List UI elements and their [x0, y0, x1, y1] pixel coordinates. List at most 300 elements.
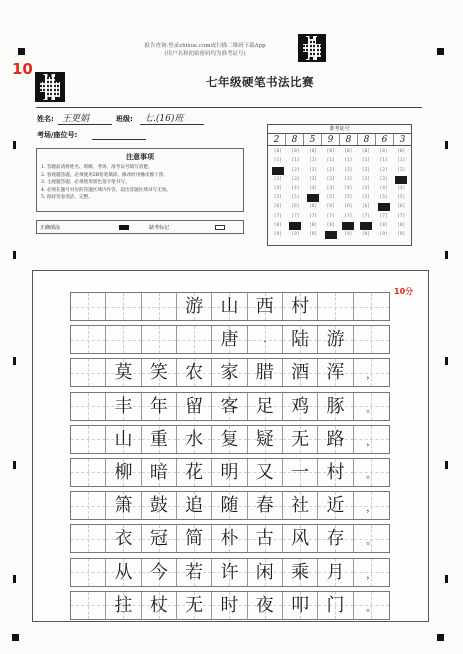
notice-box [36, 148, 244, 212]
admission-bubble[interactable]: [4] [273, 185, 282, 191]
grid-cell [106, 426, 141, 453]
admission-bubble[interactable]: [7] [326, 213, 335, 219]
admission-bubble[interactable]: [0] [379, 149, 388, 155]
admission-bubble[interactable]: [9] [308, 231, 318, 237]
notice-item: 2. 客观题答题，必须使用2B铅笔填涂，修改时用橡皮擦干净。 [41, 172, 168, 178]
grid-cell [248, 393, 283, 420]
handwritten-character: ， [366, 436, 377, 448]
notice-item: 1. 答题前请将姓名、班级、考场、准考证号填写清楚。 [41, 165, 153, 170]
admission-bubble[interactable]: [9] [397, 231, 406, 237]
admission-bubble[interactable]: [1] [308, 158, 318, 164]
grid-cell [318, 426, 353, 453]
grid-cell [283, 326, 318, 353]
notice-title: 注意事项 [126, 153, 154, 161]
admission-bubble[interactable]: [7] [273, 213, 282, 219]
handwritten-character: 农 [185, 362, 204, 384]
admission-bubble[interactable]: [5] [326, 195, 335, 201]
admission-bubble[interactable]: [9] [361, 231, 370, 237]
admission-bubble[interactable]: [0] [397, 149, 406, 155]
grid-cell [354, 326, 389, 353]
grid-cell [177, 359, 212, 386]
admission-bubble[interactable]: [7] [308, 213, 318, 219]
admission-bubble[interactable]: [1] [326, 158, 335, 164]
handwritten-character: 简 [185, 528, 204, 550]
admission-bubble[interactable]: [0] [291, 149, 300, 155]
admission-bubble[interactable]: [4] [361, 185, 370, 191]
admission-bubble[interactable]: [0] [308, 149, 318, 155]
correct-fill-swatch [119, 225, 129, 230]
admission-bubble[interactable]: [4] [308, 185, 318, 191]
grid-cell [177, 492, 212, 519]
grid-cell [283, 525, 318, 552]
handwritten-character: 暗 [149, 461, 168, 483]
handwritten-character: 西 [255, 296, 274, 317]
admission-digits [268, 134, 411, 146]
room-seat-underline [92, 139, 146, 140]
admission-bubble[interactable]: [7] [397, 213, 406, 219]
admission-bubble[interactable]: [3] [361, 176, 370, 182]
handwritten-character: 复 [220, 428, 239, 450]
timing-mark [445, 575, 448, 583]
handwritten-character: 豚 [326, 395, 345, 417]
admission-bubble-filled[interactable] [289, 222, 301, 230]
grid-cell [71, 592, 106, 619]
handwritten-character: 留 [185, 395, 204, 417]
missing-mark-label: 缺考标记 [149, 225, 170, 231]
admission-bubble[interactable]: [6] [273, 204, 282, 210]
grid-cell [106, 359, 141, 386]
admission-bubble[interactable]: [5] [344, 195, 353, 201]
admission-bubble[interactable]: [5] [379, 195, 388, 201]
admission-digit: 3 [399, 135, 406, 145]
admission-bubble-filled[interactable] [360, 222, 372, 230]
grid-cell [248, 492, 283, 519]
grid-cell [71, 359, 106, 386]
grid-cell [248, 525, 283, 552]
admission-bubble[interactable]: [3] [291, 176, 300, 182]
handwritten-character: 明 [220, 461, 239, 483]
report-query-note [120, 42, 290, 58]
handwritten-character: 风 [291, 528, 310, 550]
grid-cell [212, 393, 247, 420]
handwritten-character: 社 [291, 495, 310, 517]
handwritten-character: 山 [114, 428, 133, 450]
admission-bubble[interactable]: [1] [344, 158, 353, 164]
admission-digit: 8 [286, 134, 304, 145]
admission-bubble-filled[interactable] [325, 231, 337, 239]
handwritten-character: 足 [255, 395, 274, 417]
grid-cell [71, 559, 106, 586]
admission-bubble[interactable]: [2] [379, 167, 388, 173]
grid-cell [106, 592, 141, 619]
timing-mark [445, 357, 448, 365]
admission-bubble[interactable]: [3] [344, 176, 353, 182]
handwritten-character: 春 [255, 495, 274, 517]
handwritten-character: 莫 [114, 362, 133, 384]
grid-cell [142, 492, 177, 519]
class-label: 班级: [116, 115, 133, 123]
admission-bubble[interactable]: [5] [273, 195, 282, 201]
admission-bubble[interactable]: [3] [308, 176, 318, 182]
handwritten-character: 山 [220, 296, 239, 317]
timing-mark [13, 141, 16, 149]
grid-cell [142, 459, 177, 486]
grid-row [70, 358, 390, 387]
report-query-line: 报告查询:登录zhixue.com或扫描二维码下载App [144, 43, 266, 49]
admission-bubble-grid [268, 146, 411, 239]
grid-cell [106, 459, 141, 486]
handwritten-character: 无 [185, 594, 204, 616]
timing-mark [13, 357, 16, 365]
grid-cell [106, 393, 141, 420]
admission-bubble[interactable]: [7] [379, 213, 388, 219]
handwritten-character: 唐 [220, 329, 239, 351]
report-query-line: (用户名和初始密码均为准考证号) [164, 51, 246, 57]
admission-bubble[interactable]: [4] [291, 185, 300, 191]
grid-cell [142, 426, 177, 453]
admission-bubble[interactable]: [2] [326, 167, 335, 173]
timing-mark [13, 575, 16, 583]
admission-bubble[interactable]: [2] [397, 167, 406, 173]
grid-cell [106, 559, 141, 586]
admission-bubble[interactable]: [5] [361, 195, 370, 201]
admission-bubble[interactable]: [0] [273, 149, 282, 155]
missing-mark-box[interactable] [215, 225, 225, 230]
admission-bubble[interactable]: [3] [273, 176, 282, 182]
handwritten-character: 闲 [255, 561, 274, 583]
grid-cell [248, 559, 283, 586]
fill-legend [36, 220, 244, 234]
handwritten-character: 笑 [149, 362, 168, 384]
grid-cell [318, 559, 353, 586]
handwritten-character: 浑 [326, 362, 345, 384]
admission-bubble[interactable]: [8] [326, 222, 335, 228]
grid-cell [318, 592, 353, 619]
admission-digit: 8 [340, 134, 358, 145]
handwritten-character: 衣 [114, 528, 133, 550]
admission-bubble[interactable]: [3] [326, 176, 335, 182]
handwritten-character: 箫 [114, 495, 133, 517]
handwritten-character: 叩 [291, 594, 310, 616]
admission-bubble-filled[interactable] [342, 222, 354, 230]
handwritten-character: 游 [185, 296, 204, 317]
grid-cell [283, 426, 318, 453]
admission-bubble[interactable]: [6] [344, 204, 353, 210]
grid-cell [354, 592, 389, 619]
handwritten-character: ， [366, 503, 377, 515]
grid-row [70, 425, 390, 454]
correct-fill-label: 正确填涂 [40, 225, 61, 231]
admission-bubble[interactable]: [8] [308, 222, 318, 228]
handwritten-character: 重 [149, 428, 168, 450]
grid-cell [354, 559, 389, 586]
name-value: 王更娟 [62, 114, 90, 124]
admission-bubble[interactable]: [6] [308, 204, 318, 210]
notice-item: 3. 主观题答题，必须使用黑色签字笔书写。 [41, 180, 130, 186]
grid-cell [142, 592, 177, 619]
handwritten-character: 村 [326, 461, 345, 483]
handwritten-character: 花 [185, 461, 204, 483]
handwritten-character: 游 [326, 329, 345, 351]
grid-cell [142, 393, 177, 420]
handwritten-character: 。 [366, 602, 377, 614]
grid-cell [177, 393, 212, 420]
admission-bubble[interactable]: [1] [361, 158, 370, 164]
timing-mark [13, 461, 16, 469]
grid-cell [354, 393, 389, 420]
timing-mark [445, 251, 448, 259]
handwritten-character: 年 [149, 395, 168, 417]
admission-digit: 2 [268, 134, 286, 145]
handwritten-character: 鸡 [291, 395, 310, 417]
admission-bubble[interactable]: [5] [291, 195, 300, 201]
admission-bubble[interactable]: [8] [379, 222, 388, 228]
admission-bubble[interactable]: [9] [379, 231, 388, 237]
grid-cell [354, 492, 389, 519]
grid-cell [283, 492, 318, 519]
grid-cell [212, 559, 247, 586]
handwritten-character: 陆 [291, 329, 310, 351]
handwritten-character: 家 [220, 362, 239, 384]
name-underline [58, 124, 112, 125]
admission-digit: 6 [376, 134, 394, 145]
timing-mark [445, 141, 448, 149]
grid-cell [248, 426, 283, 453]
admission-number-title: 准考证号 [268, 125, 411, 134]
grid-cell [354, 426, 389, 453]
grid-cell [177, 293, 212, 320]
grid-cell [142, 559, 177, 586]
admission-digit: 8 [358, 134, 376, 145]
grid-cell [354, 459, 389, 486]
grid-cell [283, 293, 318, 320]
handwritten-character: 从 [114, 561, 133, 583]
grid-row [70, 491, 390, 520]
handwritten-character: 月 [326, 561, 345, 583]
grid-cell [212, 525, 247, 552]
grid-cell [212, 459, 247, 486]
admission-number-box [267, 124, 412, 246]
handwritten-character: 一 [291, 461, 310, 483]
grid-cell [248, 592, 283, 619]
page-title: 七年级硬笔书法比赛 [206, 75, 314, 89]
admission-column [322, 147, 340, 239]
qr-code [298, 34, 326, 62]
admission-bubble[interactable]: [6] [397, 204, 406, 210]
admission-bubble[interactable]: [2] [344, 167, 353, 173]
handwritten-character: 门 [326, 594, 345, 616]
handwritten-character: 疑 [255, 428, 274, 450]
registration-mark [437, 48, 444, 55]
admission-bubble[interactable]: [0] [326, 149, 335, 155]
grid-cell [248, 293, 283, 320]
divider [36, 107, 422, 108]
grid-cell [212, 426, 247, 453]
grid-cell [248, 359, 283, 386]
handwritten-character: 酒 [291, 362, 310, 384]
student-qr-code [35, 72, 65, 102]
grid-row [70, 325, 390, 354]
grid-row [70, 524, 390, 553]
handwritten-character: 丰 [114, 395, 133, 417]
grid-cell [248, 459, 283, 486]
grid-row [70, 591, 390, 620]
handwritten-character: 冠 [149, 528, 168, 550]
admission-bubble[interactable]: [2] [291, 167, 300, 173]
handwritten-character: 又 [255, 461, 274, 483]
grid-cell [318, 326, 353, 353]
admission-bubble[interactable]: [8] [397, 222, 406, 228]
grid-cell [106, 525, 141, 552]
grid-row [70, 458, 390, 487]
grid-cell [318, 393, 353, 420]
grid-cell [283, 592, 318, 619]
admission-bubble[interactable]: [9] [291, 231, 300, 237]
admission-bubble[interactable]: [4] [379, 185, 388, 191]
notice-item: 4. 必须在题号对应的答题区域内作答，超出答题区域书写无效。 [41, 187, 171, 193]
grid-cell [177, 426, 212, 453]
handwritten-character: 鼓 [149, 495, 168, 517]
timing-mark [445, 461, 448, 469]
grid-row [70, 558, 390, 587]
class-value: 七.(16)班 [144, 114, 184, 124]
grid-cell [142, 525, 177, 552]
grid-row [70, 292, 390, 321]
handwritten-character: · [263, 337, 267, 349]
admission-bubble[interactable]: [9] [344, 231, 353, 237]
grid-cell [212, 293, 247, 320]
grid-cell [318, 293, 353, 320]
admission-bubble[interactable]: [4] [344, 185, 353, 191]
grid-cell [177, 592, 212, 619]
grid-cell [318, 359, 353, 386]
grid-cell [283, 459, 318, 486]
name-label: 姓名: [37, 115, 54, 123]
admission-bubble[interactable]: [4] [326, 185, 335, 191]
admission-column [269, 147, 287, 239]
admission-bubble[interactable]: [0] [361, 149, 370, 155]
handwritten-character: 朴 [220, 528, 239, 550]
grid-cell [71, 492, 106, 519]
admission-bubble[interactable]: [6] [291, 204, 300, 210]
grid-cell [71, 293, 106, 320]
grid-cell [283, 359, 318, 386]
handwritten-character: 。 [366, 403, 377, 415]
handwritten-character: 水 [185, 428, 204, 450]
grid-cell [177, 459, 212, 486]
grid-cell [318, 492, 353, 519]
handwritten-character: 追 [185, 495, 204, 517]
grid-cell [212, 326, 247, 353]
registration-mark [12, 634, 19, 641]
grid-cell [71, 426, 106, 453]
grid-cell [354, 293, 389, 320]
grid-cell [283, 393, 318, 420]
admission-column [392, 147, 410, 239]
admission-bubble[interactable]: [0] [344, 149, 353, 155]
admission-bubble[interactable]: [5] [397, 195, 406, 201]
admission-bubble[interactable]: [2] [308, 167, 318, 173]
grid-cell [71, 459, 106, 486]
handwritten-character: 存 [326, 528, 345, 550]
handwritten-character: 夜 [255, 594, 274, 616]
admission-bubble[interactable]: [6] [361, 204, 370, 210]
grid-cell [248, 326, 283, 353]
grid-cell [106, 326, 141, 353]
handwritten-character: 古 [255, 528, 274, 550]
grid-cell [177, 326, 212, 353]
handwritten-character: 许 [220, 561, 239, 583]
admission-bubble[interactable]: [9] [273, 231, 282, 237]
admission-digit: 9 [322, 134, 340, 145]
admission-bubble[interactable]: [1] [397, 158, 406, 164]
admission-bubble[interactable]: [7] [291, 213, 300, 219]
grid-cell [71, 326, 106, 353]
class-underline [140, 124, 204, 125]
admission-bubble[interactable]: [8] [273, 222, 282, 228]
admission-column [304, 147, 322, 239]
registration-mark [18, 48, 25, 55]
admission-bubble[interactable]: [2] [361, 167, 370, 173]
admission-bubble[interactable]: [7] [344, 213, 353, 219]
room-seat-label: 考场/座位号: [37, 131, 78, 139]
handwritten-character: 随 [220, 495, 239, 517]
handwritten-character: 村 [291, 296, 310, 317]
admission-bubble-filled[interactable] [272, 167, 284, 175]
grid-cell [177, 525, 212, 552]
admission-bubble[interactable]: [1] [273, 158, 282, 164]
calligraphy-grid [70, 292, 390, 624]
admission-column [375, 147, 393, 239]
grid-cell [106, 492, 141, 519]
grid-cell [106, 293, 141, 320]
admission-bubble-filled[interactable] [378, 203, 390, 211]
grid-cell [318, 459, 353, 486]
handwritten-character: 路 [326, 428, 345, 450]
admission-bubble[interactable]: [1] [291, 158, 300, 164]
handwritten-character: ， [366, 370, 377, 382]
handwritten-character: 腊 [255, 362, 274, 384]
handwritten-character: 今 [149, 561, 168, 583]
total-score: 10 [12, 60, 33, 78]
handwritten-character: 。 [366, 469, 377, 481]
grid-cell [354, 525, 389, 552]
grid-cell [142, 359, 177, 386]
admission-column [357, 147, 375, 239]
grid-cell [212, 492, 247, 519]
handwritten-character: 杖 [149, 594, 168, 616]
grid-cell [71, 525, 106, 552]
admission-bubble-filled[interactable] [395, 176, 407, 184]
grid-cell [142, 293, 177, 320]
timing-mark [13, 251, 16, 259]
handwritten-character: 时 [220, 594, 239, 616]
admission-bubble-filled[interactable] [307, 194, 319, 202]
grid-cell [142, 326, 177, 353]
handwritten-character: 拄 [114, 594, 133, 616]
admission-bubble[interactable]: [3] [379, 176, 388, 182]
handwritten-character: ， [366, 569, 377, 581]
admission-bubble[interactable]: [4] [397, 185, 406, 191]
handwritten-character: 若 [185, 561, 204, 583]
section-score: 10分 [394, 287, 414, 296]
admission-bubble[interactable]: [1] [379, 158, 388, 164]
admission-bubble[interactable]: [6] [326, 204, 335, 210]
registration-mark [437, 634, 444, 641]
grid-cell [354, 359, 389, 386]
admission-bubble[interactable]: [7] [361, 213, 370, 219]
grid-cell [318, 525, 353, 552]
